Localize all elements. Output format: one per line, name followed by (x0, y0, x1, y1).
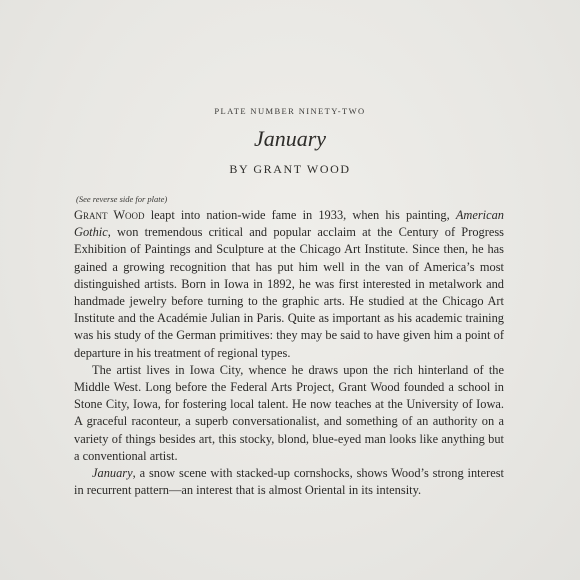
byline: BY GRANT WOOD (229, 162, 351, 176)
paragraph-3-text: , a snow scene with stacked-up cornshocks, shows Wood’s strong interest in recurrent pattern—an interest that is almost Oriental in its intensity. (74, 466, 504, 498)
plate-number: PLATE NUMBER NINETY-TWO (214, 106, 366, 116)
page-title: January (253, 126, 327, 151)
paragraph-1-text-b: , won tremendous critical and popular acclaim at the Century of Progress Exhibition of Paintings and Sculpture at the Chicago Art Institute. Since then, he has gained a growing recognition that has put him well in the van of America’s most distinguished artists. Born in Iowa in 1892, he was first interested in metalwork and handmade jewelry before turning to the graphic arts. He studied at the Chicago Art Institute and the Académie Julian in Paris. Quite as important as his academic training was his study of the German primitives: they may be said to have given him a point of departure in his treatment of regional types. (74, 225, 504, 360)
paragraph-2: The artist lives in Iowa City, whence he draws upon the rich hinterland of the Middle West. Long before the Federal Arts Project, Grant Wood founded a school in Stone City, Iowa, for fostering local talent. He now teaches at the University of Iowa. A graceful raconteur, a superb conversationalist, and something of an authority on a variety of things besides art, this stocky, blond, blue-eyed man looks like anything but a conventional artist. (74, 362, 504, 463)
paragraph-1 (74, 207, 504, 362)
author-name-lead: Grant Wood (74, 208, 145, 222)
paragraph-3 (74, 465, 504, 499)
painting-title-american-gothic: American Gothic (74, 208, 504, 240)
painting-title-january: January (92, 466, 133, 481)
body-text (74, 207, 504, 499)
reverse-side-note: (See reverse side for plate) (76, 194, 168, 204)
paragraph-1-text-a: leapt into nation-wide fame in 1933, when his painting, (144, 208, 456, 222)
